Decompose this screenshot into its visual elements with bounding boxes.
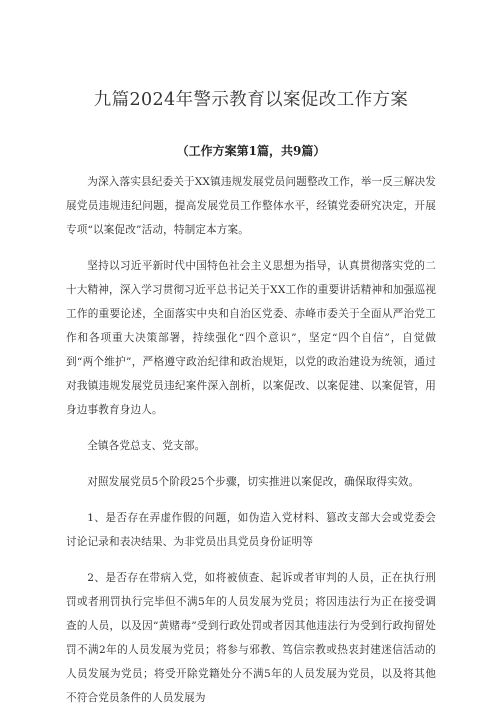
paragraph-objective: 对照发展党员5个阶段25个步骤，切实推进以案促改，确保取得实效。 xyxy=(87,476,420,488)
paragraph-scope: 全镇各党总支、党支部。 xyxy=(87,440,206,452)
paragraph-item-1: 1、是否存在弄虚作假的问题，如伪造入党材料、篡改支部大会或党委会讨论记录和表决结果、为非党员出具党员身份证明等 xyxy=(66,512,436,548)
paragraph-item-2: 2、是否存在带病入党，如将被侦查、起诉或者审判的人员，正在执行刑罚或者刑罚执行完毕但不满5年的人员发展为党员；将因违法行为正在接受调查的人员，以及因“黄赌毒”受到行政处罚或者因其他违法行为受到行政拘留处罚不满2年的人员发展为党员；将参与邪教、笃信宗教或热衷封建迷信活动的人员发展为党员；将受开除党籍处分不满5年的人员发展为党员，以及将其他不符合党员条件的人员发展为 xyxy=(66,572,436,704)
paragraph-guiding-principle: 坚持以习近平新时代中国特色社会主义思想为指导，认真贯彻落实党的二十大精神，深入学习贯彻习近平总书记关于XX工作的重要讲话精神和加强巡视工作的重要论述，全面落实中央和自治区党委、赤峰市委关于全面从严治党工作和各项重大决策部署，持续强化“四个意识”，坚定“四个自信”，自觉做到“两个维护”，严格遵守政治纪律和政治规矩，以党的政治建设为统领，通过对我镇违规发展党员违纪案件深入剖析，以案促改、以案促建、以案促管，用身边事教育身边人。 xyxy=(66,260,436,416)
document-subtitle: （工作方案第1篇，共9篇） xyxy=(176,144,326,158)
document-title: 九篇2024年警示教育以案促改工作方案 xyxy=(93,90,409,110)
paragraph-purpose: 为深入落实县纪委关于XX镇违规发展党员问题整改工作，举一反三解决发展党员违规违纪问题，提高发展党员工作整体水平，经镇党委研究决定，开展专项“以案促改”活动，特制定本方案。 xyxy=(66,176,436,236)
